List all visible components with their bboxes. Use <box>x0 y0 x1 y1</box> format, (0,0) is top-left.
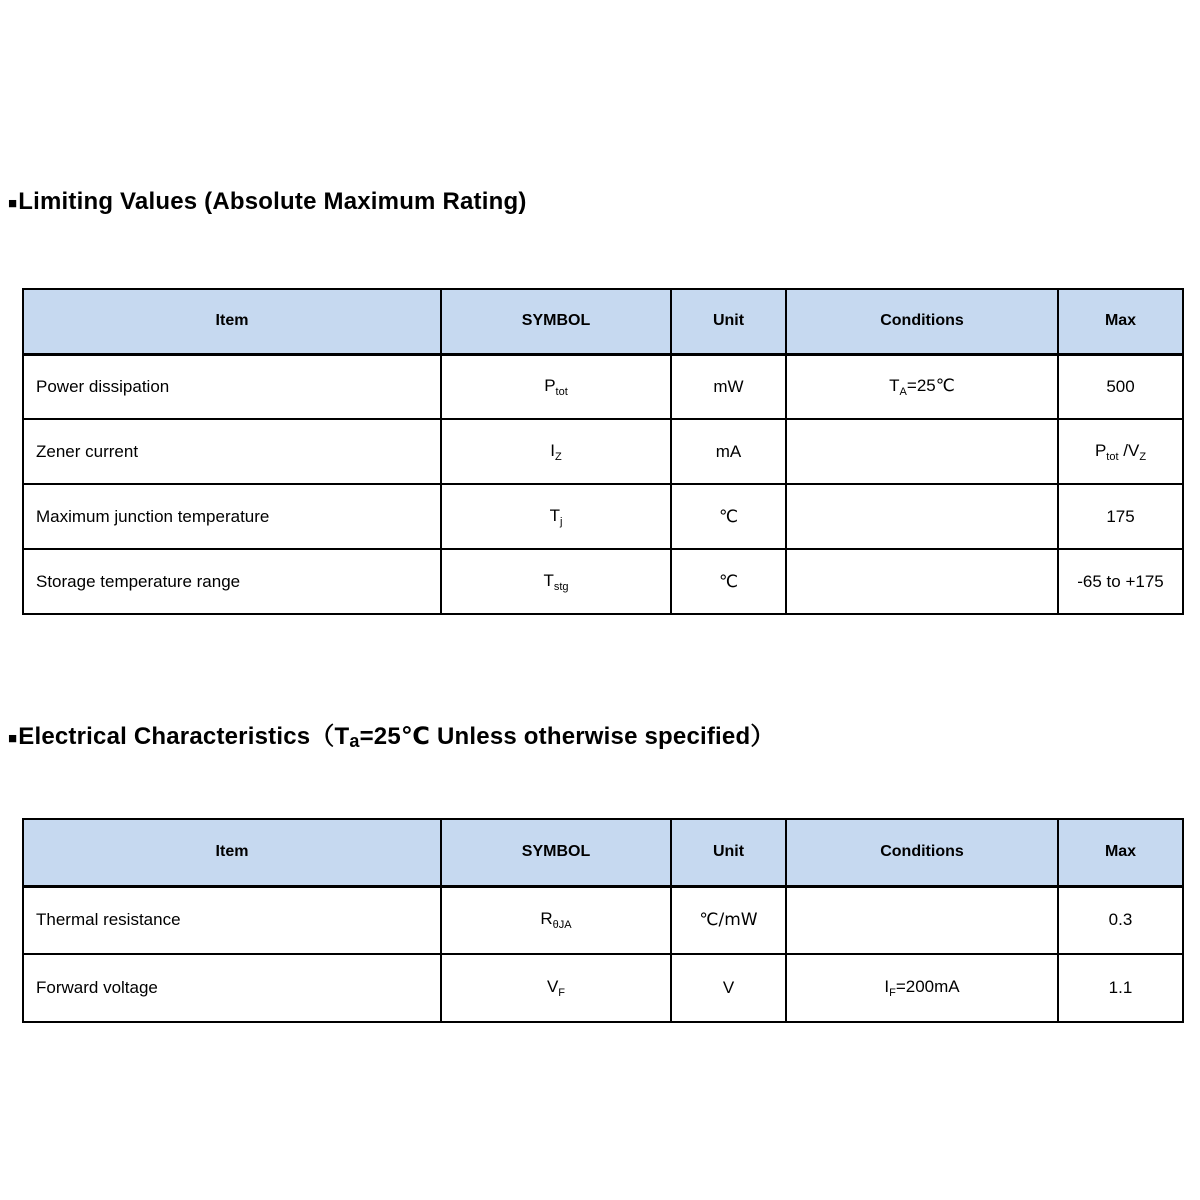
cell-item: Maximum junction temperature <box>23 484 441 549</box>
col-header-conditions: Conditions <box>786 819 1058 886</box>
cell-conditions <box>786 954 1058 1022</box>
table-row <box>23 954 1183 1022</box>
cell-unit: V <box>671 954 786 1022</box>
cond-rest: =200mA <box>895 977 960 996</box>
square-bullet-icon: ■ <box>8 195 18 212</box>
cell-item: Power dissipation <box>23 354 441 419</box>
cell-symbol <box>441 954 671 1022</box>
cell-max: 1.1 <box>1058 954 1183 1022</box>
col-header-conditions: Conditions <box>786 289 1058 354</box>
col-header-max: Max <box>1058 819 1183 886</box>
table-header-row <box>23 289 1183 354</box>
table-row <box>23 484 1183 549</box>
col-header-symbol: SYMBOL <box>441 819 671 886</box>
heading-text-suffix: =25℃ Unless otherwise specified） <box>359 723 775 750</box>
square-bullet-icon: ■ <box>8 730 18 747</box>
symbol-base: V <box>546 977 559 996</box>
col-header-symbol: SYMBOL <box>441 289 671 354</box>
cond-rest: =25℃ <box>906 375 955 395</box>
cell-conditions <box>786 484 1058 549</box>
symbol-base: R <box>540 909 553 929</box>
symbol-base: T <box>543 570 554 590</box>
cell-symbol <box>441 484 671 549</box>
cell-max <box>1058 419 1183 484</box>
cell-item: Thermal resistance <box>23 886 441 954</box>
symbol-subscript: j <box>559 515 563 528</box>
cell-symbol <box>441 419 671 484</box>
heading-subscript: a <box>349 731 360 752</box>
cell-max: 0.3 <box>1058 886 1183 954</box>
max-part: /V <box>1118 440 1140 460</box>
cond-subscript: F <box>889 987 896 999</box>
limiting-values-table <box>22 288 1184 615</box>
cell-symbol <box>441 549 671 614</box>
symbol-subscript: F <box>558 987 566 999</box>
cell-max: -65 to +175 <box>1058 549 1183 614</box>
symbol-base: T <box>549 505 560 525</box>
cell-symbol <box>441 886 671 954</box>
cond-subscript: A <box>899 385 907 398</box>
cell-item: Zener current <box>23 419 441 484</box>
cell-unit: ℃ <box>671 484 786 549</box>
cell-item: Storage temperature range <box>23 549 441 614</box>
cell-conditions <box>786 354 1058 419</box>
cell-item: Forward voltage <box>23 954 441 1022</box>
table-row <box>23 354 1183 419</box>
table-row <box>23 419 1183 484</box>
symbol-subscript: stg <box>553 580 569 593</box>
max-subscript: Z <box>1139 450 1147 463</box>
cond-base: I <box>884 977 890 996</box>
max-part: P <box>1094 440 1107 460</box>
cell-conditions <box>786 419 1058 484</box>
symbol-base: I <box>550 440 555 460</box>
cell-symbol <box>441 354 671 419</box>
cell-conditions <box>786 549 1058 614</box>
symbol-subscript: tot <box>555 385 568 398</box>
col-header-max: Max <box>1058 289 1183 354</box>
symbol-subscript: θJA <box>552 919 572 932</box>
col-header-item: Item <box>23 819 441 886</box>
symbol-base: P <box>544 375 556 395</box>
max-subscript: tot <box>1106 450 1119 463</box>
col-header-unit: Unit <box>671 289 786 354</box>
col-header-unit: Unit <box>671 819 786 886</box>
cell-unit: mW <box>671 354 786 419</box>
table-row <box>23 886 1183 954</box>
cell-max: 175 <box>1058 484 1183 549</box>
section-heading-limiting-values <box>8 188 527 216</box>
heading-text-prefix: Electrical Characteristics（T <box>18 723 350 750</box>
electrical-characteristics-table <box>22 818 1184 1023</box>
section-heading-electrical-characteristics <box>8 716 775 752</box>
cell-conditions <box>786 886 1058 954</box>
table-row <box>23 549 1183 614</box>
cell-unit: ℃ <box>671 549 786 614</box>
cell-unit: ℃/mW <box>671 886 786 954</box>
cell-max: 500 <box>1058 354 1183 419</box>
col-header-item: Item <box>23 289 441 354</box>
cell-unit: mA <box>671 419 786 484</box>
table-header-row <box>23 819 1183 886</box>
cond-base: T <box>889 375 900 395</box>
symbol-subscript: Z <box>555 450 562 463</box>
heading-text: Limiting Values (Absolute Maximum Rating) <box>18 188 527 215</box>
